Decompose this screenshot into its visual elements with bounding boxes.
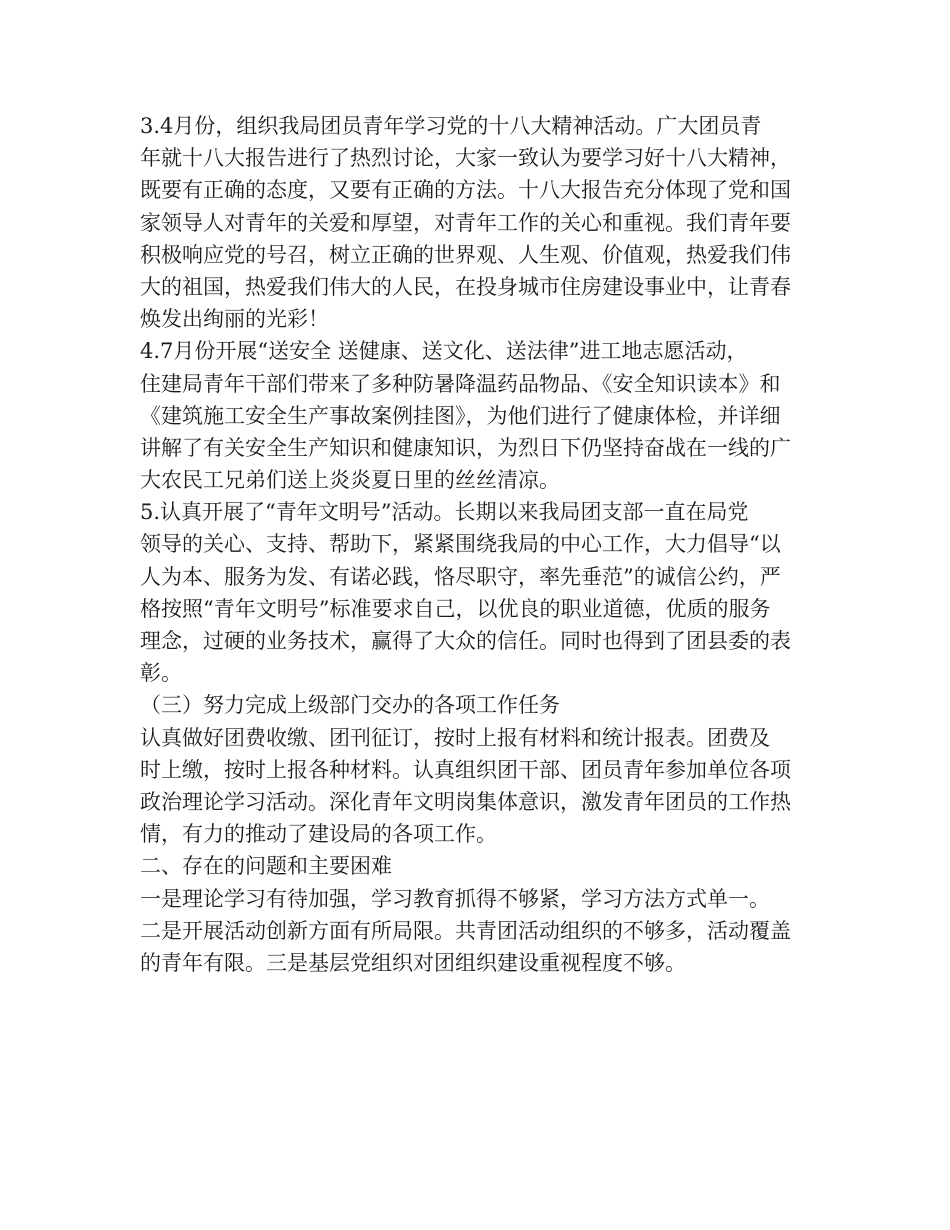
text-line: 理念，过硬的业务技术，赢得了大众的信任。同时也得到了团县委的表: [140, 629, 791, 653]
text-line: 焕发出绚丽的光彩！: [140, 307, 329, 332]
text-line: 住建局青年干部们带来了多种防暑降温药品物品、《安全知识读本》和: [140, 371, 781, 396]
text-line: 《建筑施工安全生产事故案例挂图》，为他们进行了健康体检，并详细: [140, 403, 781, 428]
text-line: 政治理论学习活动。深化青年文明岗集体意识，激发青年团员的工作热: [140, 789, 791, 814]
text-line: 二、存在的问题和主要困难: [140, 854, 392, 879]
text-line: 积极响应党的号召，树立正确的世界观、人生观、价值观，热爱我们伟: [140, 242, 791, 267]
text-line: 格按照“青年文明号”标准要求自己，以优良的职业道德，优质的服务: [140, 596, 771, 621]
text-line: 情，有力的推动了建设局的各项工作。: [140, 822, 497, 847]
text-line: 认真做好团费收缴、团刊征订，按时上报有材料和统计报表。团费及: [140, 725, 770, 750]
text-line: 大农民工兄弟们送上炎炎夏日里的丝丝清凉。: [140, 468, 560, 493]
text-line: 年就十八大报告进行了热烈讨论，大家一致认为要学习好十八大精神，: [140, 146, 791, 171]
text-line: 人为本、服务为发、有诺必践，恪尽职守，率先垂范”的诚信公约，严: [140, 564, 781, 589]
text-line: 时上缴，按时上报各种材料。认真组织团干部、团员青年参加单位各项: [140, 757, 791, 782]
text-line: 讲解了有关安全生产知识和健康知识，为烈日下仍坚持奋战在一线的广: [140, 435, 791, 460]
text-line: 彰。: [140, 661, 182, 686]
text-line: 5.认真开展了“青年文明号”活动。长期以来我局团支部一直在局党: [140, 500, 749, 525]
text-line: 的青年有限。三是基层党组织对团组织建设重视程度不够。: [140, 950, 686, 975]
text-line: 4.7月份开展“送安全 送健康、送文化、送法律”进工地志愿活动，: [140, 339, 748, 364]
text-line: 家领导人对青年的关爱和厚望，对青年工作的关心和重视。我们青年要: [140, 210, 791, 235]
text-line: （三）努力完成上级部门交办的各项工作任务: [140, 693, 560, 718]
text-line: 一是理论学习有待加强，学习教育抓得不够紧，学习方法方式单一。: [140, 886, 770, 911]
text-line: 大的祖国，热爱我们伟大的人民，在投身城市住房建设事业中，让青春: [140, 274, 791, 299]
text-line: 3.4月份，组织我局团员青年学习党的十八大精神活动。广大团员青: [140, 114, 762, 138]
text-line: 领导的关心、支持、帮助下，紧紧围绕我局的中心工作，大力倡导“以: [140, 532, 781, 557]
text-line: 二是开展活动创新方面有所局限。共青团活动组织的不够多，活动覆盖: [140, 918, 791, 943]
document-body: [140, 110, 820, 979]
text-line: 既要有正确的态度，又要有正确的方法。十八大报告充分体现了党和国: [140, 178, 791, 203]
